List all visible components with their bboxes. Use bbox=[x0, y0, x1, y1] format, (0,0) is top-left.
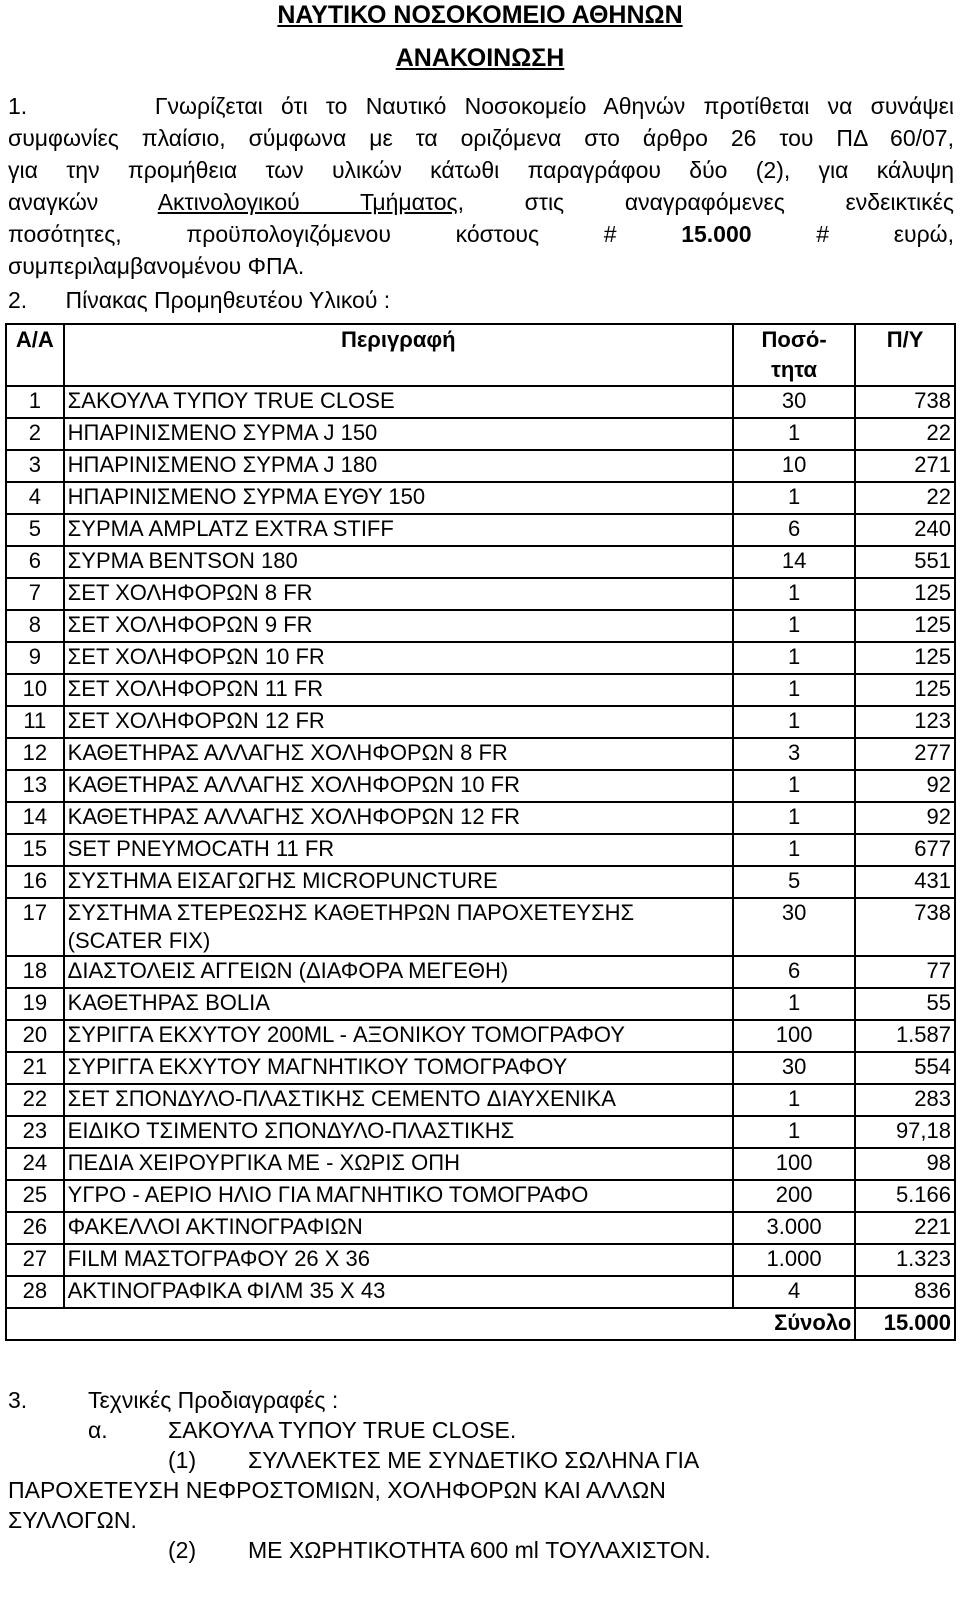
row-budget: 271 bbox=[855, 450, 955, 482]
section-3 bbox=[8, 1385, 954, 1565]
row-budget: 97,18 bbox=[855, 1116, 955, 1148]
table-row bbox=[6, 514, 955, 546]
row-quantity: 6 bbox=[733, 956, 855, 988]
row-description: ΚΑΘΕΤΗΡΑΣ ΑΛΛΑΓΗΣ ΧΟΛΗΦΟΡΩΝ 8 FR bbox=[64, 738, 733, 770]
row-number: 5 bbox=[6, 514, 64, 546]
row-number: 1 bbox=[6, 386, 64, 418]
row-budget: 221 bbox=[855, 1212, 955, 1244]
paragraph-text: # ευρώ, bbox=[816, 221, 955, 247]
row-quantity: 1 bbox=[733, 578, 855, 610]
spec-item-1-line2: ΠΑΡΟΧΕΤΕΥΣΗ ΝΕΦΡΟΣΤΟΜΙΩΝ, ΧΟΛΗΦΟΡΩΝ ΚΑΙ ΑΛΛΩΝ bbox=[8, 1477, 666, 1503]
row-description: ΣΥΣΤΗΜΑ ΕΙΣΑΓΩΓΗΣ MICROPUNCTURE bbox=[64, 866, 733, 898]
row-number: 9 bbox=[6, 642, 64, 674]
row-description: ΣΕΤ ΧΟΛΗΦΟΡΩΝ 9 FR bbox=[64, 610, 733, 642]
row-budget: 22 bbox=[855, 482, 955, 514]
row-description: FILM ΜΑΣΤΟΓΡΑΦΟΥ 26 Χ 36 bbox=[64, 1244, 733, 1276]
row-budget: 123 bbox=[855, 706, 955, 738]
row-description: ΦΑΚΕΛΛΟΙ ΑΚΤΙΝΟΓΡΑΦΙΩΝ bbox=[64, 1212, 733, 1244]
materials-table bbox=[5, 323, 956, 1341]
row-budget: 836 bbox=[855, 1276, 955, 1308]
row-quantity: 200 bbox=[733, 1180, 855, 1212]
row-budget: 125 bbox=[855, 610, 955, 642]
row-description: ΣΑΚΟΥΛΑ ΤΥΠΟΥ TRUE CLOSE bbox=[64, 386, 733, 418]
table-row bbox=[6, 674, 955, 706]
budget-amount: 15.000 bbox=[681, 221, 752, 247]
row-number: 6 bbox=[6, 546, 64, 578]
row-quantity: 30 bbox=[733, 1052, 855, 1084]
section-heading-text: Τεχνικές Προδιαγραφές : bbox=[88, 1387, 339, 1413]
spec-item-1 bbox=[8, 1445, 954, 1475]
row-number: 4 bbox=[6, 482, 64, 514]
row-budget: 22 bbox=[855, 418, 955, 450]
spec-a-text: ΣΑΚΟΥΛΑ ΤΥΠΟΥ TRUE CLOSE. bbox=[168, 1417, 517, 1443]
paragraph-line bbox=[8, 218, 954, 250]
spec-item-2 bbox=[8, 1535, 954, 1565]
row-quantity: 30 bbox=[733, 386, 855, 418]
paragraph-line: για την προμήθεια των υλικών κάτωθι παραγράφου δύο (2), για κάλυψη bbox=[8, 157, 954, 183]
row-description: ΣΥΡΙΓΓΑ ΕΚΧΥΤΟΥ 200ML - ΑΞΟΝΙΚΟΥ ΤΟΜΟΓΡΑΦΟΥ bbox=[64, 1020, 733, 1052]
row-quantity: 14 bbox=[733, 546, 855, 578]
table-row bbox=[6, 706, 955, 738]
table-row bbox=[6, 1180, 955, 1212]
spec-item-2-text: ΜΕ ΧΩΡΗΤΙΚΟΤΗΤΑ 600 ml ΤΟΥΛΑΧΙΣΤΟΝ. bbox=[248, 1537, 711, 1563]
row-description: ΗΠΑΡΙΝΙΣΜΕΝΟ ΣΥΡΜΑ ΕΥΘΥ 150 bbox=[64, 482, 733, 514]
paragraph-line bbox=[8, 186, 954, 218]
row-number: 2 bbox=[6, 418, 64, 450]
section-3-heading bbox=[8, 1385, 954, 1415]
row-description: ΣΥΡΙΓΓΑ ΕΚΧΥΤΟΥ ΜΑΓΝΗΤΙΚΟΥ ΤΟΜΟΓΡΑΦΟΥ bbox=[64, 1052, 733, 1084]
row-quantity: 5 bbox=[733, 866, 855, 898]
table-row bbox=[6, 418, 955, 450]
row-description: ΚΑΘΕΤΗΡΑΣ BOLIA bbox=[64, 988, 733, 1020]
row-budget: 77 bbox=[855, 956, 955, 988]
row-budget: 738 bbox=[855, 386, 955, 418]
table-row bbox=[6, 450, 955, 482]
header-description: Περιγραφή bbox=[64, 324, 733, 386]
row-description: ΚΑΘΕΤΗΡΑΣ ΑΛΛΑΓΗΣ ΧΟΛΗΦΟΡΩΝ 10 FR bbox=[64, 770, 733, 802]
row-quantity: 3.000 bbox=[733, 1212, 855, 1244]
row-quantity: 1 bbox=[733, 706, 855, 738]
row-description: ΔΙΑΣΤΟΛΕΙΣ ΑΓΓΕΙΩΝ (ΔΙΑΦΟΡΑ ΜΕΓΕΘΗ) bbox=[64, 956, 733, 988]
table-row bbox=[6, 866, 955, 898]
table-row bbox=[6, 1276, 955, 1308]
row-quantity: 1 bbox=[733, 834, 855, 866]
row-budget: 125 bbox=[855, 578, 955, 610]
row-description: ΗΠΑΡΙΝΙΣΜΕΝΟ ΣΥΡΜΑ J 150 bbox=[64, 418, 733, 450]
row-budget: 1.587 bbox=[855, 1020, 955, 1052]
table-row bbox=[6, 898, 955, 956]
table-row bbox=[6, 770, 955, 802]
row-description: ΥΓΡΟ - ΑΕΡΙΟ ΗΛΙΟ ΓΙΑ ΜΑΓΝΗΤΙΚΟ ΤΟΜΟΓΡΑΦΟ bbox=[64, 1180, 733, 1212]
row-description: ΕΙΔΙΚΟ ΤΣΙΜΕΝΤΟ ΣΠΟΝΔΥΛΟ-ΠΛΑΣΤΙΚΗΣ bbox=[64, 1116, 733, 1148]
paragraph-line: συμφωνίες πλαίσιο, σύμφωνα με τα οριζόμενα στο άρθρο 26 του ΠΔ 60/07, bbox=[8, 125, 954, 151]
table-row bbox=[6, 956, 955, 988]
spec-item-1-line1: ΣΥΛΛΕΚΤΕΣ ΜΕ ΣΥΝΔΕΤΙΚΟ ΣΩΛΗΝΑ ΓΙΑ bbox=[248, 1447, 700, 1473]
spec-item-1-cont bbox=[8, 1475, 954, 1505]
row-number: 22 bbox=[6, 1084, 64, 1116]
row-quantity: 100 bbox=[733, 1020, 855, 1052]
row-number: 27 bbox=[6, 1244, 64, 1276]
department-name: Ακτινολογικού Τμήματος bbox=[157, 189, 458, 215]
row-number: 17 bbox=[6, 898, 64, 956]
row-quantity: 1 bbox=[733, 674, 855, 706]
table-row bbox=[6, 1148, 955, 1180]
row-quantity: 30 bbox=[733, 898, 855, 956]
row-number: 19 bbox=[6, 988, 64, 1020]
row-number: 11 bbox=[6, 706, 64, 738]
header-budget: Π/Υ bbox=[855, 324, 955, 386]
row-description bbox=[64, 898, 733, 956]
table-total-row bbox=[6, 1308, 955, 1340]
section-heading-text: Πίνακας Προμηθευτέου Υλικού : bbox=[65, 287, 391, 313]
row-quantity: 10 bbox=[733, 450, 855, 482]
paragraph-text: ποσότητες, προϋπολογιζόμενου κόστους # bbox=[8, 221, 682, 247]
paragraph-text: Γνωρίζεται ότι το Ναυτικό Νοσοκομείο Αθηνών προτίθεται να συνάψει bbox=[154, 93, 954, 119]
header-quantity-line2: τητα bbox=[771, 357, 818, 382]
table-row bbox=[6, 834, 955, 866]
paragraph-text: , στις αναγραφόμενες ενδεικτικές bbox=[457, 189, 954, 215]
row-quantity: 1 bbox=[733, 1084, 855, 1116]
total-label: Σύνολο bbox=[6, 1308, 855, 1340]
row-budget: 738 bbox=[855, 898, 955, 956]
section-number: 1. bbox=[8, 93, 28, 119]
spec-a bbox=[8, 1415, 954, 1445]
row-quantity: 1.000 bbox=[733, 1244, 855, 1276]
row-quantity: 3 bbox=[733, 738, 855, 770]
section-number: 3. bbox=[8, 1387, 28, 1413]
spec-a-label: α. bbox=[88, 1417, 108, 1443]
row-number: 8 bbox=[6, 610, 64, 642]
row-number: 25 bbox=[6, 1180, 64, 1212]
table-header-row bbox=[6, 324, 955, 386]
row-description: ΣΥΡΜΑ AMPLATZ EXTRA STIFF bbox=[64, 514, 733, 546]
spec-item-2-label: (2) bbox=[168, 1537, 197, 1563]
row-description-line1: ΣΥΣΤΗΜΑ ΣΤΕΡΕΩΣΗΣ ΚΑΘΕΤΗΡΩΝ ΠΑΡΟΧΕΤΕΥΣΗΣ bbox=[67, 900, 635, 925]
row-number: 13 bbox=[6, 770, 64, 802]
row-budget: 92 bbox=[855, 802, 955, 834]
row-number: 28 bbox=[6, 1276, 64, 1308]
table-row bbox=[6, 1116, 955, 1148]
row-number: 7 bbox=[6, 578, 64, 610]
row-number: 26 bbox=[6, 1212, 64, 1244]
row-number: 24 bbox=[6, 1148, 64, 1180]
row-description: ΣΕΤ ΧΟΛΗΦΟΡΩΝ 8 FR bbox=[64, 578, 733, 610]
row-description: ΣΕΤ ΧΟΛΗΦΟΡΩΝ 12 FR bbox=[64, 706, 733, 738]
table-row bbox=[6, 988, 955, 1020]
row-budget: 431 bbox=[855, 866, 955, 898]
row-quantity: 1 bbox=[733, 482, 855, 514]
row-quantity: 1 bbox=[733, 988, 855, 1020]
row-budget: 125 bbox=[855, 642, 955, 674]
header-aa: Α/Α bbox=[6, 324, 64, 386]
header-quantity bbox=[733, 324, 855, 386]
row-quantity: 1 bbox=[733, 642, 855, 674]
section-number: 2. bbox=[8, 287, 28, 313]
row-quantity: 1 bbox=[733, 1116, 855, 1148]
row-budget: 98 bbox=[855, 1148, 955, 1180]
row-number: 10 bbox=[6, 674, 64, 706]
table-row bbox=[6, 1244, 955, 1276]
row-budget: 55 bbox=[855, 988, 955, 1020]
row-number: 21 bbox=[6, 1052, 64, 1084]
row-number: 12 bbox=[6, 738, 64, 770]
paragraph-text: αναγκών bbox=[8, 189, 158, 215]
row-number: 23 bbox=[6, 1116, 64, 1148]
row-number: 18 bbox=[6, 956, 64, 988]
row-budget: 283 bbox=[855, 1084, 955, 1116]
row-budget: 125 bbox=[855, 674, 955, 706]
table-row bbox=[6, 1052, 955, 1084]
row-description: ΣΕΤ ΧΟΛΗΦΟΡΩΝ 11 FR bbox=[64, 674, 733, 706]
row-budget: 551 bbox=[855, 546, 955, 578]
table-row bbox=[6, 1020, 955, 1052]
row-description: SET PNEYMOCATH 11 FR bbox=[64, 834, 733, 866]
row-description: ΚΑΘΕΤΗΡΑΣ ΑΛΛΑΓΗΣ ΧΟΛΗΦΟΡΩΝ 12 FR bbox=[64, 802, 733, 834]
spec-item-1-line3: ΣΥΛΛΟΓΩΝ. bbox=[8, 1507, 137, 1533]
row-quantity: 1 bbox=[733, 610, 855, 642]
row-description-line2: (SCATER FIX) bbox=[67, 928, 211, 953]
row-budget: 677 bbox=[855, 834, 955, 866]
table-row bbox=[6, 1084, 955, 1116]
row-description: ΑΚΤΙΝΟΓΡΑΦΙΚΑ ΦΙΛΜ 35 Χ 43 bbox=[64, 1276, 733, 1308]
row-description: ΣΕΤ ΧΟΛΗΦΟΡΩΝ 10 FR bbox=[64, 642, 733, 674]
row-quantity: 100 bbox=[733, 1148, 855, 1180]
row-number: 3 bbox=[6, 450, 64, 482]
row-description: ΗΠΑΡΙΝΙΣΜΕΝΟ ΣΥΡΜΑ J 180 bbox=[64, 450, 733, 482]
table-row bbox=[6, 1212, 955, 1244]
section-2-heading bbox=[8, 284, 954, 316]
header-quantity-line1: Ποσό- bbox=[761, 327, 827, 352]
row-budget: 554 bbox=[855, 1052, 955, 1084]
row-quantity: 1 bbox=[733, 770, 855, 802]
row-quantity: 4 bbox=[733, 1276, 855, 1308]
table-row bbox=[6, 578, 955, 610]
section-1-paragraph bbox=[8, 90, 954, 282]
row-budget: 1.323 bbox=[855, 1244, 955, 1276]
row-budget: 240 bbox=[855, 514, 955, 546]
total-value: 15.000 bbox=[855, 1308, 955, 1340]
row-quantity: 6 bbox=[733, 514, 855, 546]
row-budget: 92 bbox=[855, 770, 955, 802]
row-number: 14 bbox=[6, 802, 64, 834]
row-budget: 5.166 bbox=[855, 1180, 955, 1212]
paragraph-line: συμπεριλαμβανομένου ΦΠΑ. bbox=[8, 253, 305, 279]
paragraph-line bbox=[8, 90, 954, 122]
table-row bbox=[6, 482, 955, 514]
table-row bbox=[6, 738, 955, 770]
table-row bbox=[6, 610, 955, 642]
spec-item-1-cont2 bbox=[8, 1505, 954, 1535]
row-quantity: 1 bbox=[733, 802, 855, 834]
table-body bbox=[6, 386, 955, 1308]
table-row bbox=[6, 802, 955, 834]
row-number: 15 bbox=[6, 834, 64, 866]
row-budget: 277 bbox=[855, 738, 955, 770]
announcement-title: ΑΝΑΚΟΙΝΩΣΗ bbox=[395, 44, 565, 72]
spec-item-1-label: (1) bbox=[168, 1447, 197, 1473]
row-description: ΠΕΔΙΑ ΧΕΙΡΟΥΡΓΙΚΑ ΜΕ - ΧΩΡΙΣ ΟΠΗ bbox=[64, 1148, 733, 1180]
row-number: 16 bbox=[6, 866, 64, 898]
row-number: 20 bbox=[6, 1020, 64, 1052]
row-description: ΣΕΤ ΣΠΟΝΔΥΛΟ-ΠΛΑΣΤΙΚΗΣ CEMENTO ΔΙΑΥΧΕΝΙΚΑ bbox=[64, 1084, 733, 1116]
organization-title: ΝΑΥΤΙΚΟ ΝΟΣΟΚΟΜΕΙΟ ΑΘΗΝΩΝ bbox=[277, 1, 683, 29]
table-row bbox=[6, 386, 955, 418]
table-row bbox=[6, 546, 955, 578]
row-description: ΣΥΡΜΑ BENTSON 180 bbox=[64, 546, 733, 578]
row-quantity: 1 bbox=[733, 418, 855, 450]
table-row bbox=[6, 642, 955, 674]
